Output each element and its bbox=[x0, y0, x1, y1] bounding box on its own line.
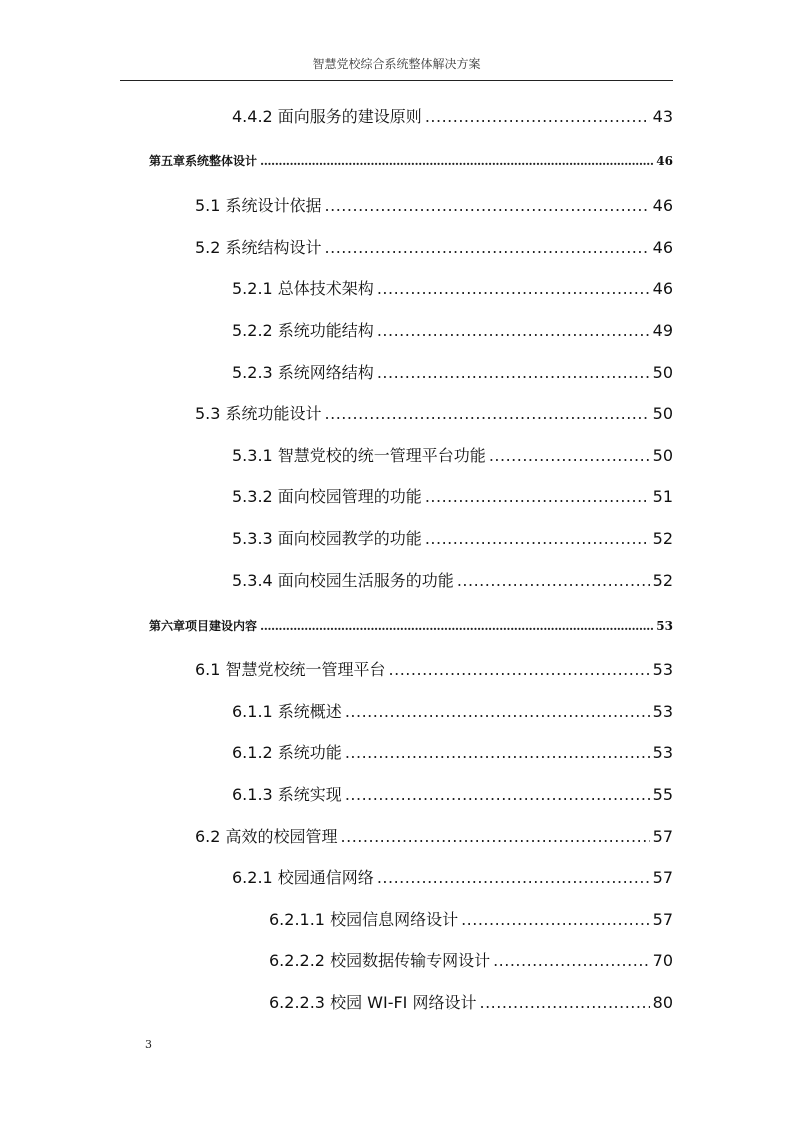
toc-entry[interactable] bbox=[232, 320, 673, 342]
toc-entry-page: 53 bbox=[652, 743, 673, 762]
toc-leader-dots bbox=[325, 195, 650, 217]
toc-entry-label: 5.1 系统设计依据 bbox=[195, 196, 322, 215]
toc-entry-page: 53 bbox=[652, 702, 673, 721]
toc-entry-page: 46 bbox=[652, 238, 673, 257]
page-number: 3 bbox=[145, 1038, 152, 1051]
toc-entry-page: 53 bbox=[656, 619, 673, 633]
toc-entry[interactable] bbox=[232, 528, 673, 550]
toc-leader-dots bbox=[461, 909, 650, 931]
toc-entry-page: 52 bbox=[652, 529, 673, 548]
toc-entry-page: 50 bbox=[652, 404, 673, 423]
toc-leader-dots bbox=[425, 486, 650, 508]
toc-entry-label: 5.3.2 面向校园管理的功能 bbox=[232, 487, 422, 506]
toc-leader-dots bbox=[479, 992, 649, 1014]
toc-entry[interactable] bbox=[232, 742, 673, 764]
toc-leader-dots bbox=[377, 867, 650, 889]
toc-entry[interactable] bbox=[269, 950, 673, 972]
header-title: 智慧党校综合系统整体解决方案 bbox=[312, 57, 481, 71]
toc-entry-label: 5.3.1 智慧党校的统一管理平台功能 bbox=[232, 446, 486, 465]
toc-chapter-entry[interactable] bbox=[149, 153, 673, 169]
toc-entry-page: 50 bbox=[652, 446, 673, 465]
toc-entry-label: 6.2.2.3 校园 WI-FI 网络设计 bbox=[269, 993, 477, 1012]
toc-entry-label: 5.3.3 面向校园教学的功能 bbox=[232, 529, 422, 548]
toc-entry[interactable] bbox=[232, 701, 673, 723]
toc-leader-dots bbox=[389, 659, 650, 681]
toc-chapter-entry[interactable] bbox=[149, 618, 673, 634]
toc-entry-page: 46 bbox=[652, 196, 673, 215]
toc-leader-dots bbox=[489, 445, 650, 467]
toc-leader-dots bbox=[260, 153, 653, 169]
toc-entry[interactable] bbox=[232, 486, 673, 508]
toc-entry[interactable] bbox=[232, 867, 673, 889]
toc-entry-label: 6.1.3 系统实现 bbox=[232, 785, 342, 804]
toc-entry[interactable] bbox=[195, 659, 673, 681]
toc-leader-dots bbox=[325, 403, 650, 425]
toc-leader-dots bbox=[457, 570, 650, 592]
toc-entry-page: 52 bbox=[652, 571, 673, 590]
toc-entry[interactable] bbox=[232, 445, 673, 467]
toc-entry-label: 6.2 高效的校园管理 bbox=[195, 827, 338, 846]
toc-entry[interactable] bbox=[232, 278, 673, 300]
toc-entry-page: 50 bbox=[652, 363, 673, 382]
toc-entry[interactable] bbox=[195, 237, 673, 259]
toc-entry-page: 57 bbox=[652, 910, 673, 929]
toc-leader-dots bbox=[341, 826, 650, 848]
toc-entry-label: 第五章系统整体设计 bbox=[149, 154, 258, 168]
toc-entry-label: 6.1 智慧党校统一管理平台 bbox=[195, 660, 386, 679]
toc-entry-label: 5.3 系统功能设计 bbox=[195, 404, 322, 423]
toc-leader-dots bbox=[345, 742, 650, 764]
toc-leader-dots bbox=[377, 320, 650, 342]
toc-entry-page: 43 bbox=[652, 107, 673, 126]
toc-entry[interactable] bbox=[195, 195, 673, 217]
toc-entry-page: 49 bbox=[652, 321, 673, 340]
toc-entry-page: 80 bbox=[652, 993, 673, 1012]
toc-entry[interactable] bbox=[195, 403, 673, 425]
toc-entry-page: 46 bbox=[656, 154, 673, 168]
toc-leader-dots bbox=[377, 278, 650, 300]
toc-leader-dots bbox=[345, 784, 650, 806]
toc-leader-dots bbox=[345, 701, 650, 723]
toc-entry-label: 6.1.1 系统概述 bbox=[232, 702, 342, 721]
toc-entry-label: 6.2.1 校园通信网络 bbox=[232, 868, 374, 887]
toc-entry-page: 46 bbox=[652, 279, 673, 298]
toc-entry[interactable] bbox=[269, 992, 673, 1014]
toc-entry-label: 5.2 系统结构设计 bbox=[195, 238, 322, 257]
toc-leader-dots bbox=[325, 237, 650, 259]
toc-entry[interactable] bbox=[269, 909, 673, 931]
toc-entry-label: 5.3.4 面向校园生活服务的功能 bbox=[232, 571, 454, 590]
toc-leader-dots bbox=[377, 362, 650, 384]
toc-entry-label: 5.2.1 总体技术架构 bbox=[232, 279, 374, 298]
toc-entry-label: 6.2.2.2 校园数据传输专网设计 bbox=[269, 951, 491, 970]
toc-entry-page: 57 bbox=[652, 827, 673, 846]
toc-entry-page: 53 bbox=[652, 660, 673, 679]
toc-entry[interactable] bbox=[232, 570, 673, 592]
toc-entry[interactable] bbox=[232, 784, 673, 806]
toc-leader-dots bbox=[425, 106, 650, 128]
toc-entry-label: 5.2.2 系统功能结构 bbox=[232, 321, 374, 340]
toc-entry-page: 70 bbox=[652, 951, 673, 970]
toc-entry[interactable] bbox=[232, 362, 673, 384]
toc-entry-page: 57 bbox=[652, 868, 673, 887]
toc-entry-page: 55 bbox=[652, 785, 673, 804]
toc-entry-label: 6.2.1.1 校园信息网络设计 bbox=[269, 910, 459, 929]
toc-entry-label: 第六章项目建设内容 bbox=[149, 619, 258, 633]
toc-entry-label: 5.2.3 系统网络结构 bbox=[232, 363, 374, 382]
toc-leader-dots bbox=[260, 618, 653, 634]
toc-entry-page: 51 bbox=[652, 487, 673, 506]
toc-entry-label: 6.1.2 系统功能 bbox=[232, 743, 342, 762]
toc-entry[interactable] bbox=[232, 106, 673, 128]
toc-leader-dots bbox=[493, 950, 650, 972]
toc-entry[interactable] bbox=[195, 826, 673, 848]
toc-entry-label: 4.4.2 面向服务的建设原则 bbox=[232, 107, 422, 126]
toc-leader-dots bbox=[425, 528, 650, 550]
